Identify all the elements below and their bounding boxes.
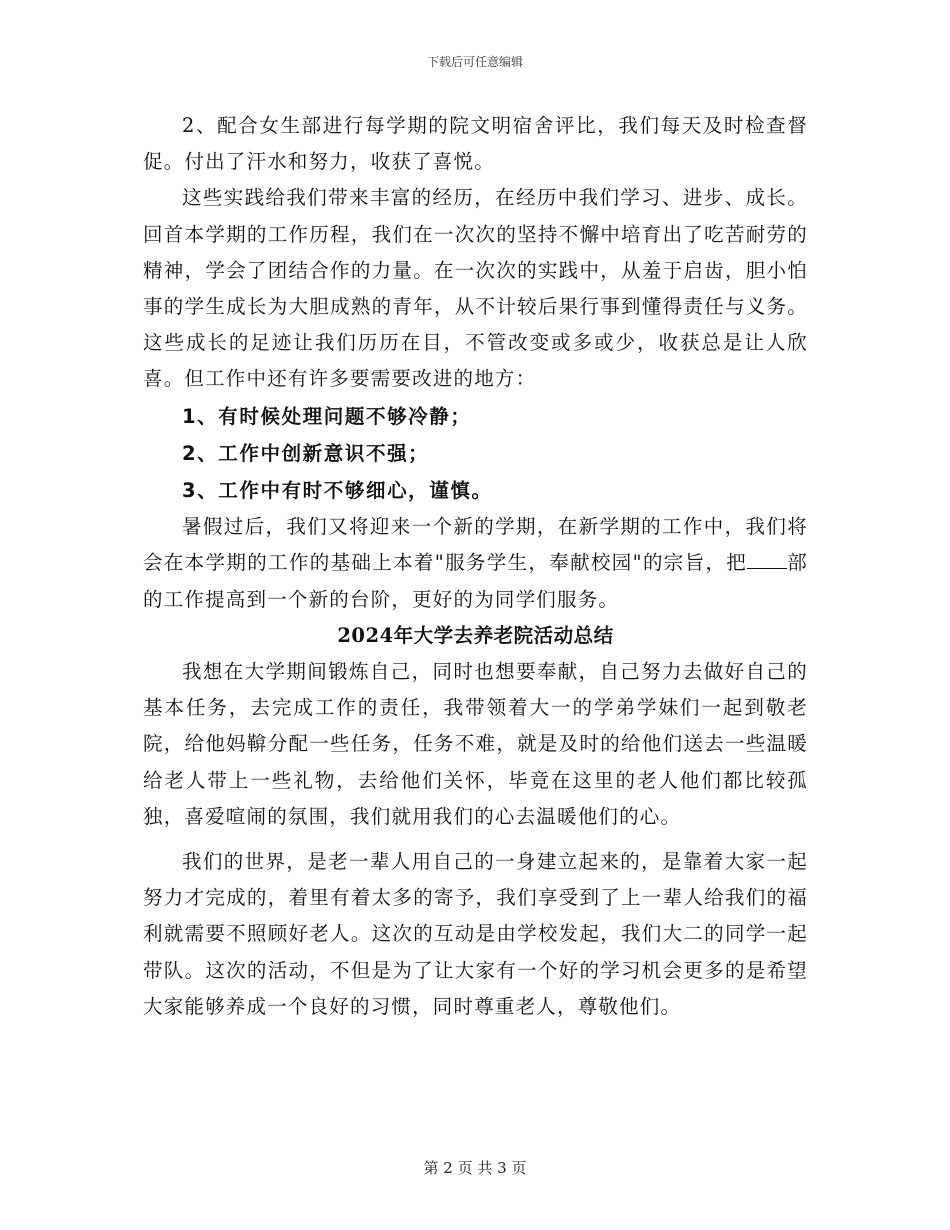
paragraph-practice-experience: 这些实践给我们带来丰富的经历，在经历中我们学习、进步、成长。回首本学期的工作历程，我们在一次次的坚持不懈中培育出了吃苦耐劳的精神，学会了团结合作的力量。在一次次的实践中，从羞于启齿，胆小怕事的学生成长为大胆成熟的青年，从不计较后果行事到懂得责任与义务。这些成长的足迹让我们历历在目，不管改变或多或少，收获总是让人欣喜。但工作中还有许多要需要改进的地方： — [143, 186, 808, 391]
paragraph-nursing-home-visit: 我想在大学期间锻炼自己，同时也想要奉献，自己努力去做好自己的基本任务，去完成工作的责任，我带领着大一的学弟学妹们一起到敬老院，给他妈鞥分配一些任务，任务不难，就是及时的给他们送去一些温暖给老人带上一些礼物，去给他们关怀，毕竟在这里的老人他们都比较孤独，喜爱喧闹的氛围，我们就用我们的心去温暖他们的心。 — [143, 660, 808, 828]
improvement-item-1: 1、有时候处理问题不够冷静； — [182, 404, 472, 428]
paragraph-respect-elders: 我们的世界，是老一辈人用自己的一身建立起来的，是靠着大家一起努力才完成的，着里有着太多的寄予，我们享受到了上一辈人给我们的福利就需要不照顾好老人。这次的互动是由学校发起，我们大二的同学一起带队。这次的活动，不但是为了让大家有一个好的学习机会更多的是希望大家能够养成一个良好的习惯，同时尊重老人，尊敬他们。 — [143, 850, 808, 1018]
paragraph-next-semester — [143, 509, 808, 618]
paragraph-dorm-evaluation: 2、配合女生部进行每学期的院文明宿舍评比，我们每天及时检查督促。付出了汗水和努力，收获了喜悦。 — [143, 114, 808, 174]
document-body — [143, 108, 808, 1025]
next-semester-text-start: 暑假过后，我们又将迎来一个新的学期，在新学期的工作中，我们将会在本学期的工作的基础上本着"服务学生，奉献校园"的宗旨，把 — [143, 515, 808, 575]
fill-in-blank — [747, 550, 787, 569]
section-title: 2024年大学去养老院活动总结 — [337, 623, 614, 647]
improvement-item-3: 3、工作中有时不够细心，谨慎。 — [182, 479, 493, 503]
improvement-item-2: 2、工作中创新意识不强； — [182, 441, 430, 465]
next-semester-text-end: 部的工作提高到一个新的台阶，更好的为同学们服务。 — [143, 551, 808, 611]
page-number: 第 2 页 共 3 页 — [423, 1159, 527, 1177]
header-note: 下载后可任意编辑 — [426, 55, 523, 69]
